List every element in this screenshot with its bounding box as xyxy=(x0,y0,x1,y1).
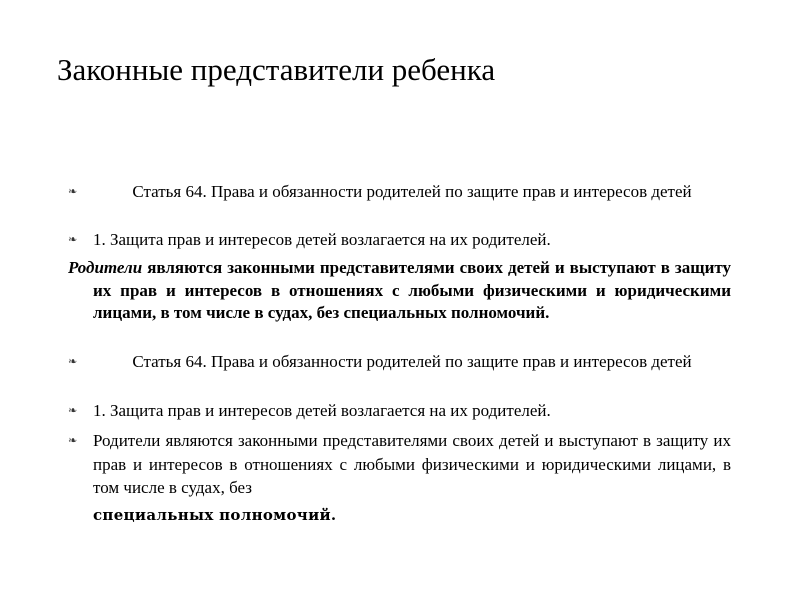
bullet-item-clause-1-repeat xyxy=(68,400,731,422)
bullet-text: 1. Защита прав и интересов детей возлагается на их родителей. xyxy=(93,230,551,249)
bullet-text: Статья 64. Права и обязанности родителей по защите прав и интересов детей xyxy=(132,352,692,371)
bullet-item-clause-1 xyxy=(68,229,731,251)
floral-bullet-icon: ❧ xyxy=(68,233,78,246)
bullet-item-article-64-repeat xyxy=(68,351,731,372)
floral-bullet-icon: ❧ xyxy=(68,434,78,447)
parents-paragraph-regular xyxy=(68,429,731,525)
parents-paragraph-bold xyxy=(68,257,731,325)
floral-bullet-icon: ❧ xyxy=(68,355,78,368)
paragraph-text: являются законными представителями своих детей и выступают в защиту их прав и интересов в отношениях с любыми физическими и юридическими лицами, в том числе в судах, без специальных полномочий. xyxy=(93,258,731,322)
slide-title: Законные представители ребенка xyxy=(57,52,496,87)
lead-word-italic: Родители xyxy=(68,258,143,277)
bullet-text: 1. Защита прав и интересов детей возлагается на их родителей. xyxy=(93,401,551,420)
floral-bullet-icon: ❧ xyxy=(68,404,78,417)
bullet-item-article-64 xyxy=(68,181,731,202)
floral-bullet-icon: ❧ xyxy=(68,185,78,198)
paragraph-last-line: специальных полномочий. xyxy=(93,505,337,524)
bullet-text: Статья 64. Права и обязанности родителей по защите прав и интересов детей xyxy=(132,182,692,201)
paragraph-text: Родители являются законными представителями своих детей и выступают в защиту их прав и интересов в отношениях с любыми физическими и юридическими лицами, в том числе в судах, без xyxy=(93,431,731,497)
